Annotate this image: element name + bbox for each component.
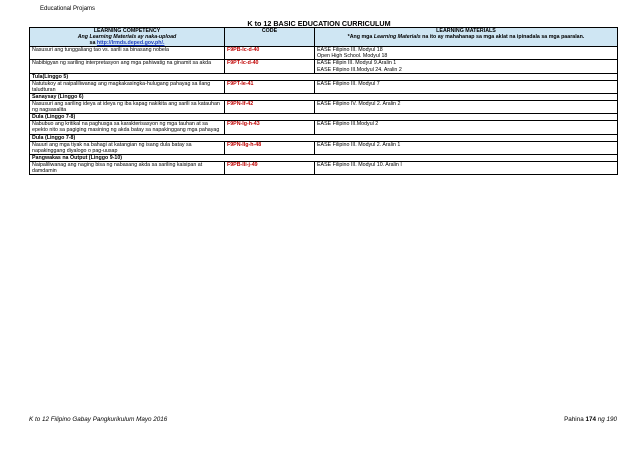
- material-line: EASE Filipino III. Modyul 2. Aralin 1: [317, 141, 401, 148]
- competency-cell: Naipaliliwanag ang naging bisa ng nabasang akda sa sariling kaisipan at damdamin: [30, 161, 225, 174]
- materials-cell: [315, 141, 618, 154]
- curriculum-table: [29, 27, 618, 175]
- code-cell: F9PB-IIi-j-49: [225, 161, 315, 174]
- table-header-row: [30, 28, 618, 47]
- table-row: [30, 101, 618, 114]
- competency-cell: Nasusuri ang sariling ideya at ideya ng iba kapag nakikita ang sarili sa katauhan ng nagsasalita: [30, 101, 225, 114]
- competency-cell: Nabibigyan ng sariling interpretasyon ang mga pahiwatig na ginamit sa akda: [30, 60, 225, 73]
- competency-cell: Natutukoy at naipaliliwanag ang magkakasingka-hulugang pahayag sa ilang taludturan: [30, 80, 225, 93]
- page-num: 174: [585, 416, 596, 423]
- materials-note-prefix: *Ang mga: [347, 34, 374, 41]
- material-line: Open High School. Modyul 18: [317, 53, 388, 60]
- section-label: Tula(Linggo 5): [30, 73, 618, 80]
- materials-cell: [315, 80, 618, 93]
- table-row: [30, 121, 618, 134]
- materials-header-title: LEARNING MATERIALS: [436, 28, 496, 34]
- section-label: Dula (Linggo 7-8): [30, 114, 618, 121]
- materials-cell: [315, 60, 618, 73]
- material-line: EASE Filipino III. Modyul 10. Aralin I: [317, 161, 402, 168]
- section-row: [30, 154, 618, 161]
- page-total: 190: [606, 416, 617, 423]
- code-cell: F9PN-If-42: [225, 101, 315, 114]
- materials-note-italic: Learning Materials: [373, 34, 421, 41]
- material-line: EASE Filipin III. Modyul 9.Aralin 1: [317, 60, 397, 67]
- code-cell: F9PT-Ic-d-40: [225, 60, 315, 73]
- section-row: [30, 134, 618, 141]
- table-row: [30, 161, 618, 174]
- competency-cell: Nasusuri ang tunggaliang tao vs. sarili sa binasang nobela: [30, 47, 225, 60]
- material-line: EASE Filipino III. Modyul 7: [317, 80, 380, 87]
- material-line: EASE Filipino III.Modyul 2: [317, 121, 379, 128]
- materials-header-note: [317, 34, 615, 40]
- footer-left: K to 12 Filipino Gabay Pangkurikulum Mayo 2016: [29, 416, 168, 423]
- table-row: [30, 80, 618, 93]
- code-cell: F9PN-Ig-h-43: [225, 121, 315, 134]
- table-body: [30, 47, 618, 175]
- section-row: [30, 73, 618, 80]
- section-label: Pangwakas na Output (Linggo 9-10): [30, 154, 618, 161]
- material-line: EASE Filipino III. Modyul 18: [317, 47, 383, 54]
- competency-header: [30, 28, 225, 47]
- materials-cell: [315, 101, 618, 114]
- material-line: EASE Filipino III.Modyul 24. Aralin 2: [317, 66, 402, 73]
- competency-cell: Nauuri ang mga tiyak na bahagi at katangian ng isang dula batay sa napakinggang diyalogo o pag-uusap: [30, 141, 225, 154]
- footer-page-number: [564, 416, 617, 423]
- table-row: [30, 47, 618, 60]
- competency-header-title: LEARNING COMPETENCY: [93, 28, 161, 34]
- materials-note-suffix: na ito ay mahahanap sa mga aklat na ipinadala sa mga paaralan.: [420, 34, 585, 41]
- document-title: K to 12 BASIC EDUCATION CURRICULUM: [247, 19, 391, 28]
- materials-cell: [315, 121, 618, 134]
- of-word: ng: [595, 416, 607, 423]
- page-label: Educational Projams: [40, 6, 96, 12]
- code-cell: F9PT-Ie-41: [225, 80, 315, 93]
- page-word: Pahina: [564, 416, 586, 423]
- code-cell: F9PN-IIg-h-48: [225, 141, 315, 154]
- competency-cell: Nabubuo ang kritikal na paghusga sa karakterisasyon ng mga tauhan at sa epekto nito sa pagiging masining ng akda batay sa napakinggang mga pahayag: [30, 121, 225, 134]
- link-prefix: sa: [89, 40, 97, 47]
- competency-header-note: Ang Learning Materials ay naka-upload: [77, 34, 177, 41]
- section-row: [30, 93, 618, 100]
- code-cell: F9PB-Ic-d-40: [225, 47, 315, 60]
- code-header: CODE: [225, 28, 315, 47]
- materials-header: [315, 28, 618, 47]
- competency-header-link-line: [32, 40, 222, 46]
- table-row: [30, 141, 618, 154]
- materials-cell: [315, 47, 618, 60]
- lrmds-link[interactable]: http://lrmds.deped.gov.ph/.: [96, 40, 165, 47]
- section-label: Dula (Linggo 7-8): [30, 134, 618, 141]
- table-row: [30, 60, 618, 73]
- material-line: EASE Filipino IV. Modyul 2. Aralin 2: [317, 101, 401, 108]
- section-row: [30, 114, 618, 121]
- materials-cell: [315, 161, 618, 174]
- section-label: Sanaysay (Linggo 6): [30, 93, 618, 100]
